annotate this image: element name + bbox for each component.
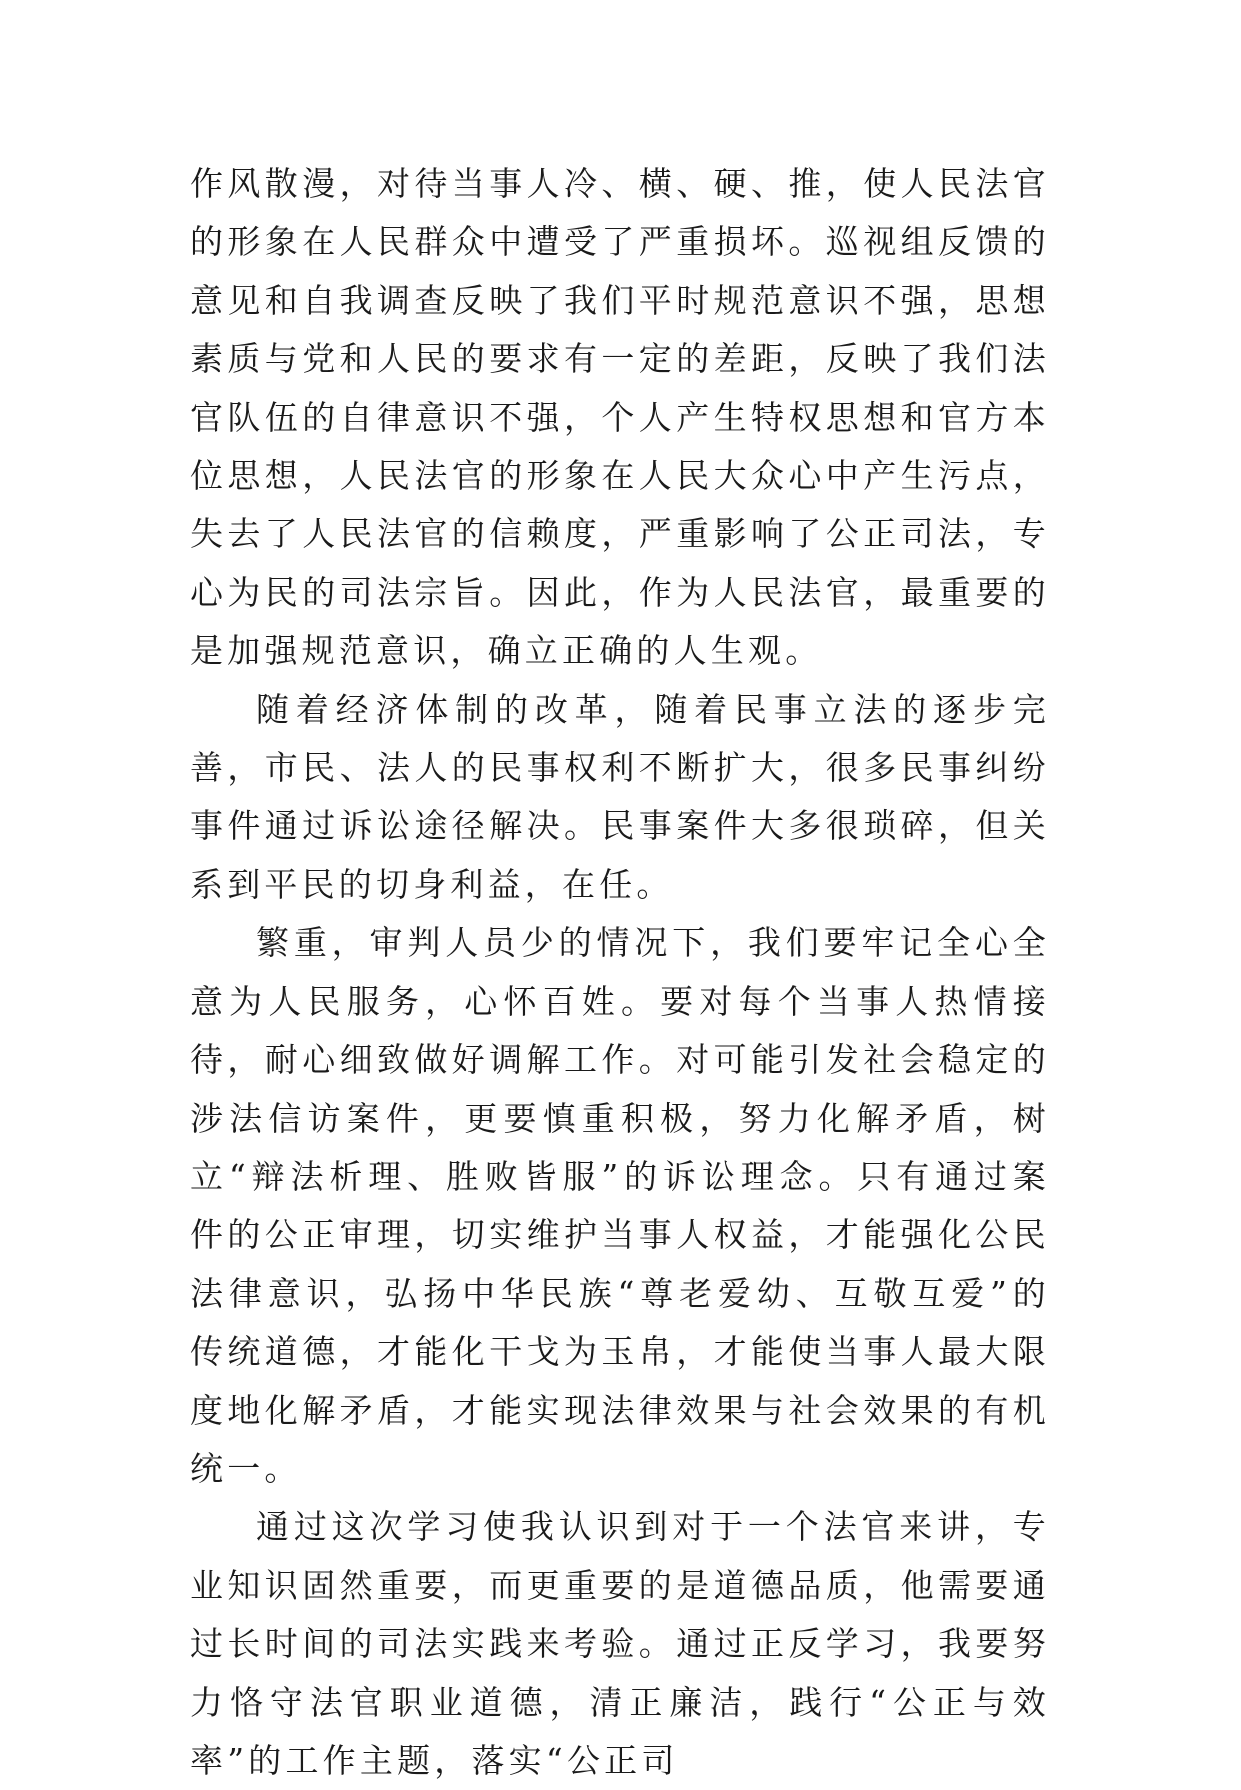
paragraph-1: 作风散漫，对待当事人冷、横、硬、推，使人民法官的形象在人民群众中遭受了严重损坏。巡视组反馈的意见和自我调查反映了我们平时规范意识不强，思想素质与党和人民的要求有一定的差距，反映了我们法官队伍的自律意识不强，个人产生特权思想和官方本位思想，人民法官的形象在人民大众心中产生污点，失去了人民法官的信赖度，严重影响了公正司法，专心为民的司法宗旨。因此，作为人民法官，最重要的是加强规范意识，确立正确的人生观。: [190, 164, 1050, 671]
paragraph-4: 通过这次学习使我认识到对于一个法官来讲，专业知识固然重要，而更重要的是道德品质，他需要通过长时间的司法实践来考验。通过正反学习，我要努力恪守法官职业道德，清正廉洁，践行“公正与效率”的工作主题，落实“公正司: [190, 1507, 1050, 1780]
paragraph-2: 随着经济体制的改革，随着民事立法的逐步完善，市民、法人的民事权利不断扩大，很多民事纠纷事件通过诉讼途径解决。民事案件大多很琐碎，但关系到平民的切身利益，在任。: [190, 689, 1050, 904]
document-body: [190, 155, 1050, 1790]
paragraph-3: 繁重，审判人员少的情况下，我们要牢记全心全意为人民服务，心怀百姓。要对每个当事人热情接待，耐心细致做好调解工作。对可能引发社会稳定的涉法信访案件，更要慎重积极，努力化解矛盾，树立“辩法析理、胜败皆服”的诉讼理念。只有通过案件的公正审理，切实维护当事人权益，才能强化公民法律意识，弘扬中华民族“尊老爱幼、互敬互爱”的传统道德，才能化干戈为玉帛，才能使当事人最大限度地化解矛盾，才能实现法律效果与社会效果的有机统一。: [190, 923, 1050, 1488]
